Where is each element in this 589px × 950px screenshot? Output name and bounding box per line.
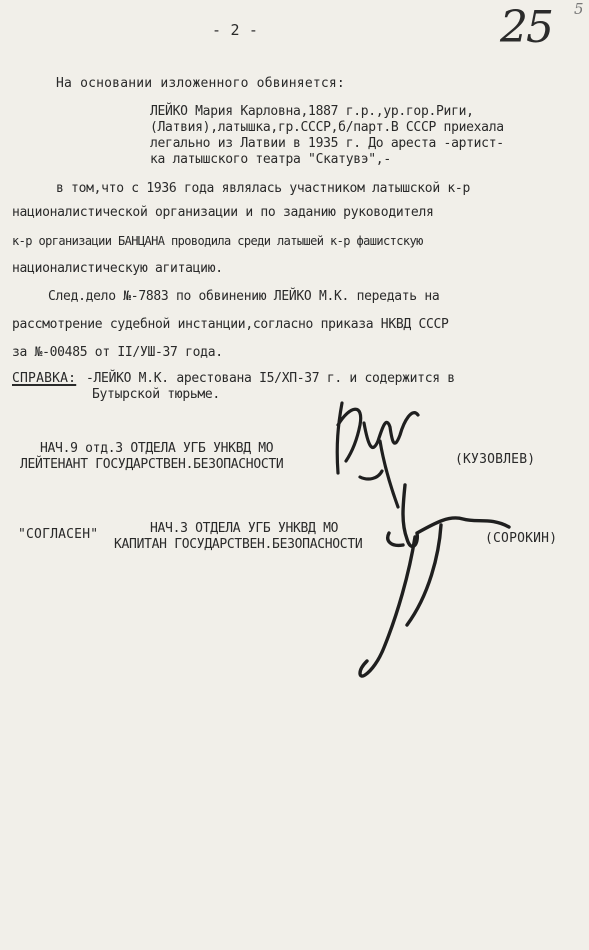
page-number: - 2 -: [212, 21, 259, 39]
signer-1-position: НАЧ.9 отд.3 ОТДЕЛА УГБ УНКВД МО: [40, 441, 274, 456]
decision-line-3: за №-00485 от II/УШ-37 года.: [12, 345, 223, 360]
decision-line-1: След.дело №-7883 по обвинению ЛЕЙКО М.К. передать на: [48, 289, 440, 304]
accused-line-2: (Латвия),латышка,гр.СССР,б/парт.В СССР приехала: [150, 120, 504, 135]
note-line-1: -ЛЕЙКО М.К. арестована I5/ХП-37 г. и содержится в: [86, 371, 455, 386]
signature-sorokin: [345, 475, 515, 685]
signer-1-name: (КУЗОВЛЕВ): [455, 452, 536, 467]
signer-1-rank: ЛЕЙТЕНАНТ ГОСУДАРСТВЕН.БЕЗОПАСНОСТИ: [20, 457, 284, 472]
accused-line-1: ЛЕЙКО Мария Карловна,1887 г.р.,ур.гор.Риги,: [150, 104, 474, 119]
signer-2-name: (СОРОКИН): [485, 531, 558, 546]
accused-line-4: ка латышского театра "Скатувэ",-: [150, 152, 391, 167]
intro-text: На основании изложенного обвиняется:: [56, 76, 345, 91]
charge-line-1: в том,что с 1936 года являлась участником латышской к-р: [56, 181, 470, 196]
accused-line-3: легально из Латвии в 1935 г. До ареста -артист-: [150, 136, 504, 151]
charge-line-4: националистическую агитацию.: [12, 261, 223, 276]
charge-line-2: националистической организации и по заданию руководителя: [12, 205, 434, 220]
note-label: СПРАВКА:: [12, 371, 77, 386]
signer-2-rank: КАПИТАН ГОСУДАРСТВЕН.БЕЗОПАСНОСТИ: [114, 537, 363, 552]
archive-corner-number: 5: [574, 0, 584, 18]
note-line-2: Бутырской тюрьме.: [92, 387, 220, 402]
approved-label: "СОГЛАСЕН": [18, 527, 99, 542]
signer-2-position: НАЧ.3 ОТДЕЛА УГБ УНКВД МО: [150, 521, 339, 536]
decision-line-2: рассмотрение судебной инстанции,согласно приказа НКВД СССР: [12, 317, 449, 332]
archive-folio-number: 25: [500, 2, 552, 53]
charge-line-3: к-р организации БАНЦАНА проводила среди латышей к-р фашистскую: [12, 234, 423, 248]
